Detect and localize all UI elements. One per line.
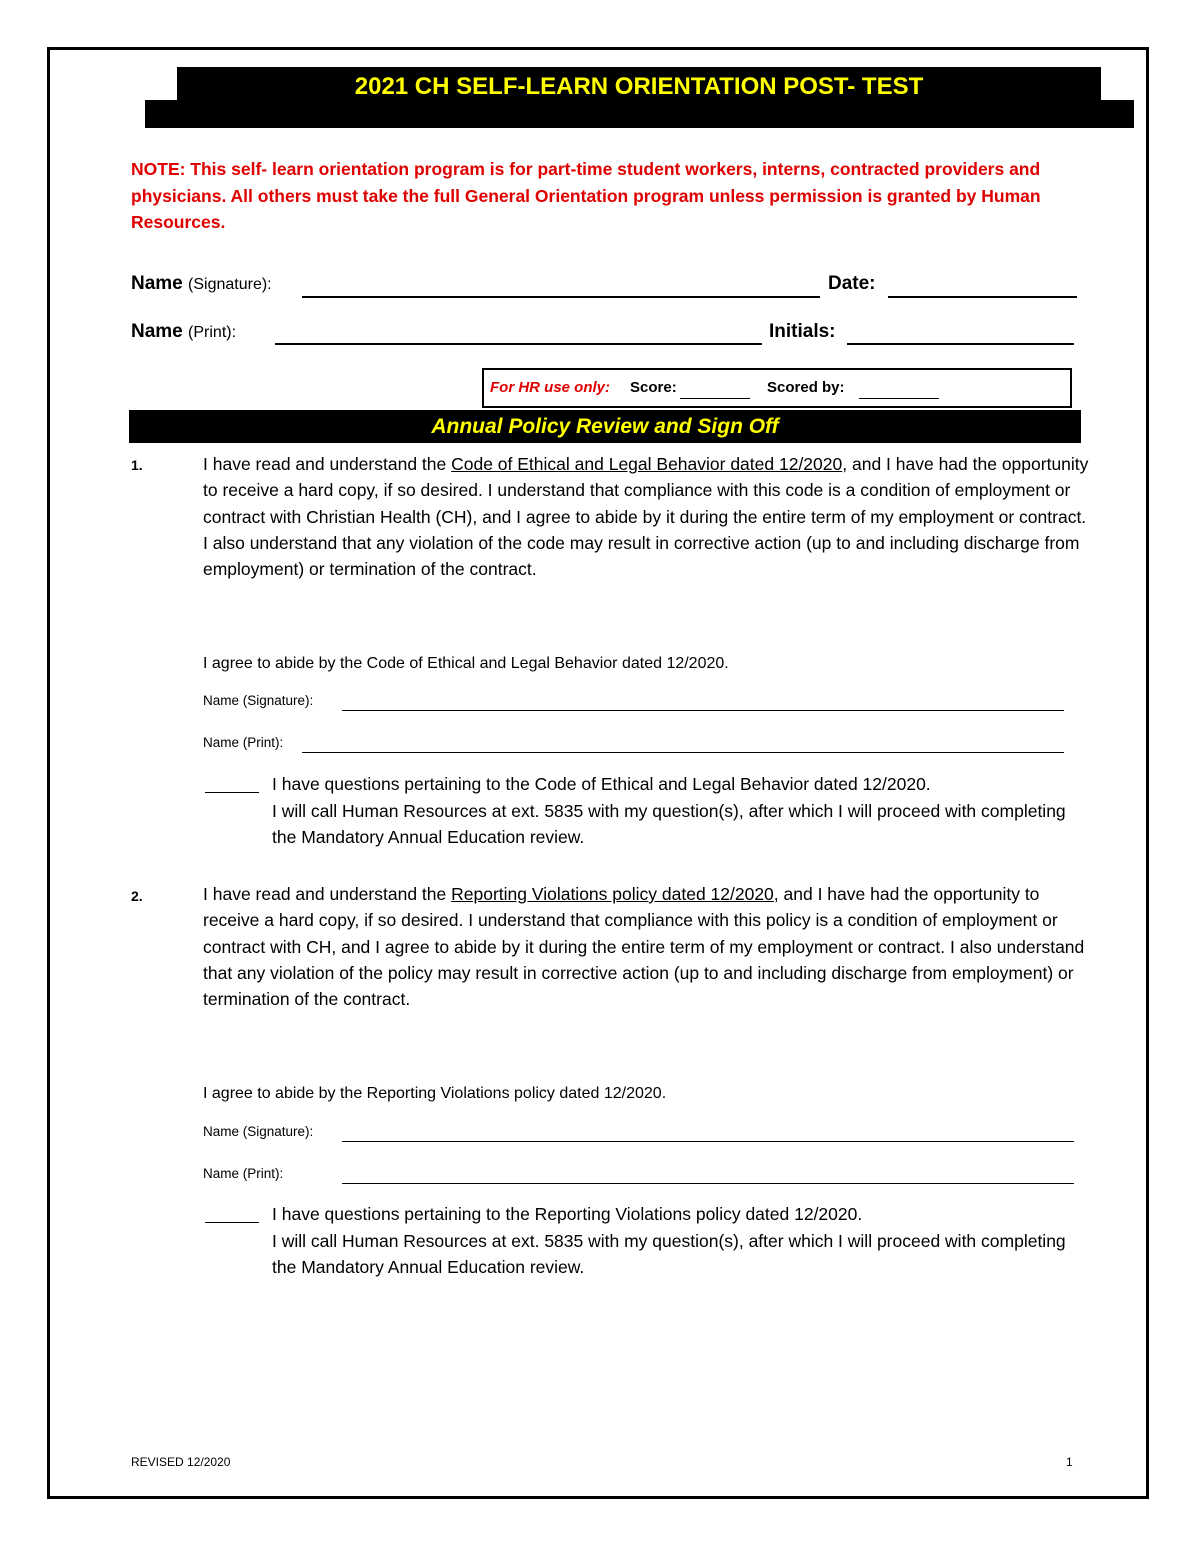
item-1-signature-field[interactable] — [342, 710, 1064, 711]
name-signature-label: Name (Signature): — [131, 273, 272, 294]
date-field[interactable] — [888, 296, 1077, 298]
page-number: 1 — [1066, 1455, 1073, 1469]
item-1-question: I have questions pertaining to the Code of Ethical and Legal Behavior dated 12/2020. I will call Human Resources at ext. 5835 with my question(s), after which I will proceed with completing the Mandatory Annual Education review. — [272, 774, 1066, 847]
item-2-question-checkbox[interactable] — [205, 1222, 259, 1223]
policy-link-code-of-ethics[interactable]: Code of Ethical and Legal Behavior dated 12/2020 — [451, 454, 843, 474]
item-2-statement: I have read and understand the Reporting Violations policy dated 12/2020, and I have had the opportunity to receive a hard copy, if so desired. I understand that compliance with this policy is a condition of employment or contract with CH, and I agree to abide by it during the entire term of my employment or contract. I also understand that any violation of the policy may result in corrective action (up to and including discharge from employment) or termination of the contract. — [203, 884, 1085, 1010]
name-signature-field[interactable] — [302, 296, 820, 298]
score-field[interactable] — [680, 398, 750, 399]
item-1-print-label: Name (Print): — [203, 735, 284, 750]
section-title: Annual Policy Review and Sign Off — [129, 410, 1081, 443]
item-2-signature-label: Name (Signature): — [203, 1124, 314, 1139]
initials-label: Initials: — [769, 321, 836, 342]
item-2-signature-field[interactable] — [342, 1141, 1074, 1142]
item-1-agree: I agree to abide by the Code of Ethical and Legal Behavior dated 12/2020. — [203, 655, 729, 672]
hr-use-label: For HR use only: — [490, 379, 611, 396]
name-print-field[interactable] — [275, 343, 762, 345]
footer-revised: REVISED 12/2020 — [131, 1455, 231, 1469]
item-2-question: I have questions pertaining to the Reporting Violations policy dated 12/2020. I will call Human Resources at ext. 5835 with my question(s), after which I will proceed with completing the Mandatory Annual Education review. — [272, 1204, 1066, 1277]
initials-field[interactable] — [847, 343, 1074, 345]
date-label: Date: — [828, 273, 876, 294]
item-1-print-field[interactable] — [302, 752, 1064, 753]
hr-use-box — [482, 368, 1072, 408]
item-1-signature-label: Name (Signature): — [203, 693, 314, 708]
item-2-agree: I agree to abide by the Reporting Violations policy dated 12/2020. — [203, 1085, 667, 1102]
orientation-note: NOTE: This self- learn orientation program is for part-time student workers, interns, contracted providers and physicians. All others must take the full General Orientation program unless permission is granted by Human Resources. — [131, 159, 1041, 232]
item-number: 1. — [131, 457, 143, 473]
scored-by-label: Scored by: — [767, 379, 845, 396]
name-print-label: Name (Print): — [131, 321, 237, 342]
item-number: 2. — [131, 888, 143, 904]
score-label: Score: — [630, 379, 677, 396]
item-1-question-checkbox[interactable] — [205, 792, 259, 793]
title-banner-cap-left — [145, 100, 178, 118]
policy-link-reporting-violations[interactable]: Reporting Violations policy dated 12/2020 — [451, 884, 774, 904]
scored-by-field[interactable] — [859, 398, 939, 399]
title-banner-rule — [145, 117, 1134, 128]
title-banner-cap-right — [1101, 100, 1134, 118]
item-1-statement: I have read and understand the Code of Ethical and Legal Behavior dated 12/2020, and I have had the opportunity to receive a hard copy, if so desired. I understand that compliance with this code is a condition of employment or contract with Christian Health (CH), and I agree to abide by it during the entire term of my employment or contract. I also understand that any violation of the code may result in corrective action (up to and including discharge from employment) or termination of the contract. — [203, 454, 1089, 580]
item-2-print-label: Name (Print): — [203, 1166, 284, 1181]
document-title: 2021 CH SELF-LEARN ORIENTATION POST- TEST — [354, 73, 924, 100]
item-2-print-field[interactable] — [342, 1183, 1074, 1184]
